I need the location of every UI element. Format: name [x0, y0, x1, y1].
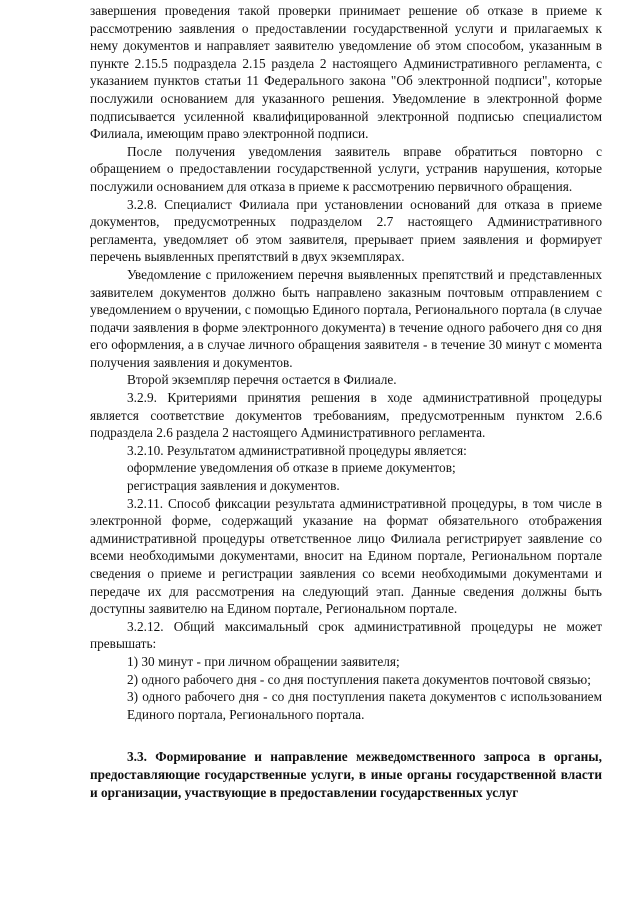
- section-heading-3-3: 3.3. Формирование и направление межведомственного запроса в органы, предоставляющие государственные услуги, в иные органы государственной власти и организации, участвующие в предоставлении государственных услуг: [90, 749, 602, 800]
- paragraph-repeat-request: После получения уведомления заявитель вправе обратиться повторно с обращением о предоставлении государственной услуги, устранив нарушения, которые послужили основанием для отказа в приеме к рассмотрению первичного обращения.: [90, 143, 602, 194]
- paragraph-3-2-10: 3.2.10. Результатом административной процедуры является:: [127, 442, 467, 458]
- paragraph-result-registration: регистрация заявления и документов.: [127, 478, 340, 494]
- paragraph-3-2-9: 3.2.9. Критериями принятия решения в ходе административной процедуры является соответствие документов требованиям, предусмотренным пунктом 2.6.6 подраздела 2.6 раздела 2 настоящего Административного регламента.: [90, 390, 602, 441]
- paragraph-3-2-8: 3.2.8. Специалист Филиала при установлении оснований для отказа в приеме документов, предусмотренных подразделом 2.7 настоящего Административного регламента, уведомляет об этом заявителя, прерывает прием заявления и формирует перечень выявленных препятствий в двух экземплярах.: [90, 196, 602, 265]
- paragraph-3-2-12: 3.2.12. Общий максимальный срок административной процедуры не может превышать:: [90, 618, 602, 652]
- paragraph-notification: Уведомление с приложением перечня выявленных препятствий и представленных заявителем документов должно быть направлено заказным почтовым отправлением с уведомлением о вручении, с помощью Единого портала, Регионального портала (в случае подачи заявления в форме электронного документа) в течение одного рабочего дня со дня его оформления, а в случае личного обращения заявителя - в течение 30 минут с момента получения заявления и документов.: [90, 266, 602, 370]
- list-item-term-3: 3) одного рабочего дня - со дня поступления пакета документов с использованием Единого портала, Регионального портала.: [127, 689, 602, 722]
- paragraph-continuation: завершения проведения такой проверки принимает решение об отказе в приеме к рассмотрению заявления о предоставлении государственной услуги и прилагаемых к нему документов и направляет заявителю уведомление об этом способом, указанным в пункте 2.15.5 подраздела 2.15 раздела 2 настоящего Административного регламента, с указанием пунктов статьи 11 Федерального закона "Об электронной подписи", которые послужили основанием для указанного решения. Уведомление в электронной форме подписывается усиленной квалифицированной электронной подписью специалистом Филиала, имеющим право электронной подписи.: [90, 3, 602, 142]
- list-item-term-2: 2) одного рабочего дня - со дня поступления пакета документов почтовой связью;: [127, 671, 591, 687]
- paragraph-second-copy: Второй экземпляр перечня остается в Филиале.: [127, 372, 397, 388]
- paragraph-3-2-11: 3.2.11. Способ фиксации результата административной процедуры, в том числе в электронной форме, содержащий указание на формат обязательного отображения административной процедуры ответственное лицо Филиала регистрирует заявление со всеми необходимыми документами, вносит на Едином портале, Региональном портале сведения о приеме и регистрации заявления со всеми необходимыми документами и передаче их для рассмотрения на следующий этап. Данные сведения должны быть доступны заявителю на Едином портале, Региональном портале.: [90, 495, 602, 617]
- paragraph-result-refusal: оформление уведомления об отказе в приеме документов;: [127, 460, 456, 476]
- list-item-term-1: 1) 30 минут - при личном обращении заявителя;: [127, 653, 400, 669]
